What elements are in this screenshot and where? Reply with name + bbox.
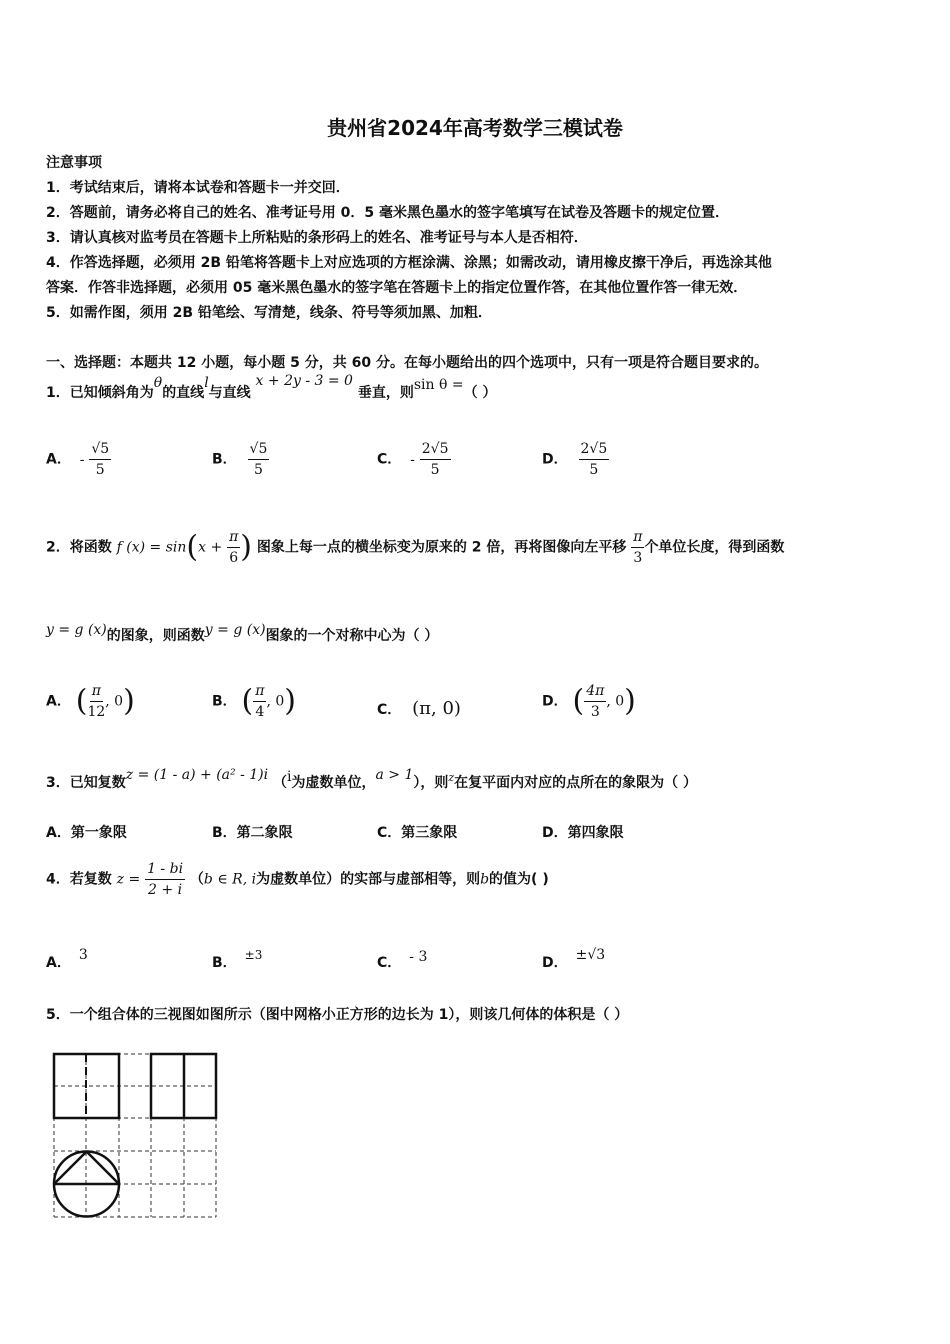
q2-c-value: (π, 0) — [412, 698, 461, 719]
q1-l: l — [204, 375, 209, 391]
q2-a-tail: , 0 — [105, 693, 124, 710]
q3-option-d[interactable]: D．第四象限 — [542, 825, 624, 841]
q1-equation: x + 2y - 3 = 0 — [255, 373, 353, 389]
q4-option-a[interactable] — [46, 947, 88, 972]
q2-option-d[interactable]: D． ( $\frac{4\pi}{3}$ , 0) — [542, 683, 636, 720]
option-label: C． — [377, 955, 402, 971]
q4-text-3: 为虚数单位）的实部与虚部相等，则 — [256, 871, 481, 888]
q4-fraction: $\frac{1 - bi}{2 + i}$ — [147, 861, 184, 898]
q1-option-c[interactable] — [377, 440, 451, 479]
q2-pi-over-6: $\frac{\pi}{6}$ — [229, 529, 239, 566]
option-label: D． — [542, 955, 568, 971]
q2-b-tail: , 0 — [266, 693, 285, 710]
q1-text-3: 与直线 — [208, 385, 251, 401]
q3-option-a[interactable]: A．第一象限 — [46, 825, 127, 841]
q4-option-d[interactable] — [542, 947, 606, 972]
q2-d-fraction: $\frac{4\pi}{3}$ — [586, 683, 605, 720]
option-label: B． — [212, 693, 237, 710]
q1-sin-theta: sin θ = — [413, 377, 464, 393]
q3-text-3: 为虚数单位， — [291, 775, 376, 791]
q4-c-value: - 3 — [409, 949, 428, 965]
q3-option-b[interactable]: B．第二象限 — [212, 825, 293, 841]
q4-b-value: ±3 — [244, 948, 263, 962]
q3-option-c[interactable]: C．第三象限 — [377, 825, 458, 841]
q2-inner: x + — [198, 539, 223, 556]
q1-option-a[interactable] — [46, 440, 111, 479]
option-label: C． — [377, 451, 402, 468]
q1-c-sign: - — [410, 451, 415, 468]
q2-text-3: 个单位长度，得到函数 — [644, 539, 785, 556]
question-4 — [46, 860, 549, 899]
q1-d-fraction: $\frac{2√5}{5}$ — [580, 441, 608, 478]
question-1 — [46, 373, 497, 402]
option-label: D． — [542, 451, 568, 468]
q4-b: b — [480, 871, 490, 888]
q1-text-4: 垂直，则 — [357, 385, 414, 401]
question-3 — [46, 767, 698, 792]
note-3: 3．请认真核对监考员在答题卡上所粘贴的条形码上的姓名、准考证号与本人是否相符． — [46, 230, 588, 246]
q1-b-fraction: $\frac{√5}{5}$ — [249, 441, 268, 478]
q2-pi-over-3: $\frac{\pi}{3}$ — [633, 529, 643, 566]
q3-z: z — [448, 771, 455, 784]
q3-i: i — [286, 769, 292, 785]
q4-text-2: （ — [189, 871, 204, 888]
note-4a: 4．作答选择题，必须用 2B 铅笔将答题卡上对应选项的方框涂满、涂黑；如需改动，请用橡皮擦干净后，再选涂其他 — [46, 255, 772, 271]
q4-option-c[interactable] — [377, 949, 428, 972]
q1-option-d[interactable] — [542, 440, 609, 479]
q2-g2: y = g (x) — [204, 622, 266, 638]
note-2: 2．答题前，请务必将自己的姓名、准考证号用 0．5 毫米黑色墨水的签字笔填写在试卷及答题卡的规定位置． — [46, 205, 729, 221]
option-label: B． — [212, 955, 237, 971]
q3-cond: a > 1 — [375, 767, 414, 783]
q4-text-1: 4．若复数 — [46, 871, 112, 888]
q2-text-2: 图象上每一点的横坐标变为原来的 2 倍，再将图像向左平移 — [256, 539, 627, 556]
q1-c-fraction: $\frac{2√5}{5}$ — [421, 441, 449, 478]
q3-text-1: 3．已知复数 — [46, 775, 126, 791]
q4-option-b[interactable] — [212, 948, 263, 972]
q2-a-fraction: $\frac{\pi}{12}$ — [87, 683, 106, 720]
note-5: 5．如需作图，须用 2B 铅笔绘、写清楚，线条、符号等须加黑、加粗． — [46, 305, 492, 321]
q1-a-sign: - — [79, 451, 85, 468]
q1-text-5: （ ） — [463, 385, 497, 401]
notes-heading: 注意事项 — [46, 155, 102, 171]
page-title: 贵州省2024年高考数学三模试卷 — [327, 116, 623, 140]
q3-text-5: 在复平面内对应的点所在的象限为（ ） — [454, 775, 698, 791]
q1-option-b[interactable] — [212, 440, 269, 479]
q2-option-b[interactable]: B． ( $\frac{\pi}{4}$ , 0) — [212, 683, 296, 720]
q2-text-4: 的图象，则函数 — [106, 628, 205, 644]
q1-a-fraction: $\frac{√5}{5}$ — [91, 441, 110, 478]
q4-d-value: ±√3 — [575, 947, 606, 963]
note-4b: 答案．作答非选择题，必须用 05 毫米黑色墨水的签字笔在答题卡上的指定位置作答，在其他位置作答一律无效． — [46, 280, 748, 296]
q1-text-1: 1．已知倾斜角为 — [46, 385, 154, 401]
question-5: 5．一个组合体的三视图如图所示（图中网格小正方形的边长为 1），则该几何体的体积是（ ） — [46, 1007, 629, 1023]
q2-option-c[interactable] — [377, 698, 461, 719]
option-label: B． — [212, 451, 237, 468]
q3-text-2: （ — [272, 775, 287, 791]
q2-d-tail: , 0 — [606, 693, 625, 710]
option-label: A． — [46, 955, 71, 971]
section-heading: 一、选择题：本题共 12 小题，每小题 5 分，共 60 分。在每小题给出的四个选项中，只有一项是符合题目要求的。 — [46, 355, 768, 371]
q1-theta: θ — [153, 375, 163, 391]
q2-function: f (x) = sin — [116, 539, 187, 556]
q2-b-fraction: $\frac{\pi}{4}$ — [255, 683, 265, 720]
q2-g1: y = g (x) — [46, 622, 107, 638]
option-label: A． — [46, 693, 71, 710]
q4-text-4: 的值为( ) — [489, 871, 549, 888]
q2-option-a[interactable]: A． ( $\frac{\pi}{12}$ , 0) — [46, 683, 135, 720]
option-label: A． — [46, 451, 71, 468]
option-label: D． — [542, 693, 568, 710]
q3-text-4: ），则 — [413, 775, 449, 791]
q2-text-1: 2．将函数 — [46, 539, 112, 556]
note-1: 1．考试结束后，请将本试卷和答题卡一并交回． — [46, 180, 350, 196]
q4-z: z = — [116, 871, 141, 888]
q2-text-5: 图象的一个对称中心为（ ） — [265, 628, 439, 644]
grid-lines — [54, 1054, 216, 1217]
question-2: 2．将函数 f (x) = sin(x + $\frac{\pi}{6}$ ) 图象上每一点的横坐标变为原来的 2 倍，再将图像向左平移 $\frac{\pi}{3}$ 个单位长度，得到函数 — [46, 529, 785, 566]
q4-a-value: 3 — [78, 947, 88, 963]
question-2-cont — [46, 622, 439, 645]
three-view-diagram — [48, 1048, 223, 1226]
q4-cond: b ∈ R, i — [203, 871, 257, 888]
q3-complex: z = (1 - a) + (a² - 1)i — [125, 767, 269, 783]
q1-text-2: 的直线 — [162, 385, 205, 401]
option-label: C． — [377, 702, 402, 718]
